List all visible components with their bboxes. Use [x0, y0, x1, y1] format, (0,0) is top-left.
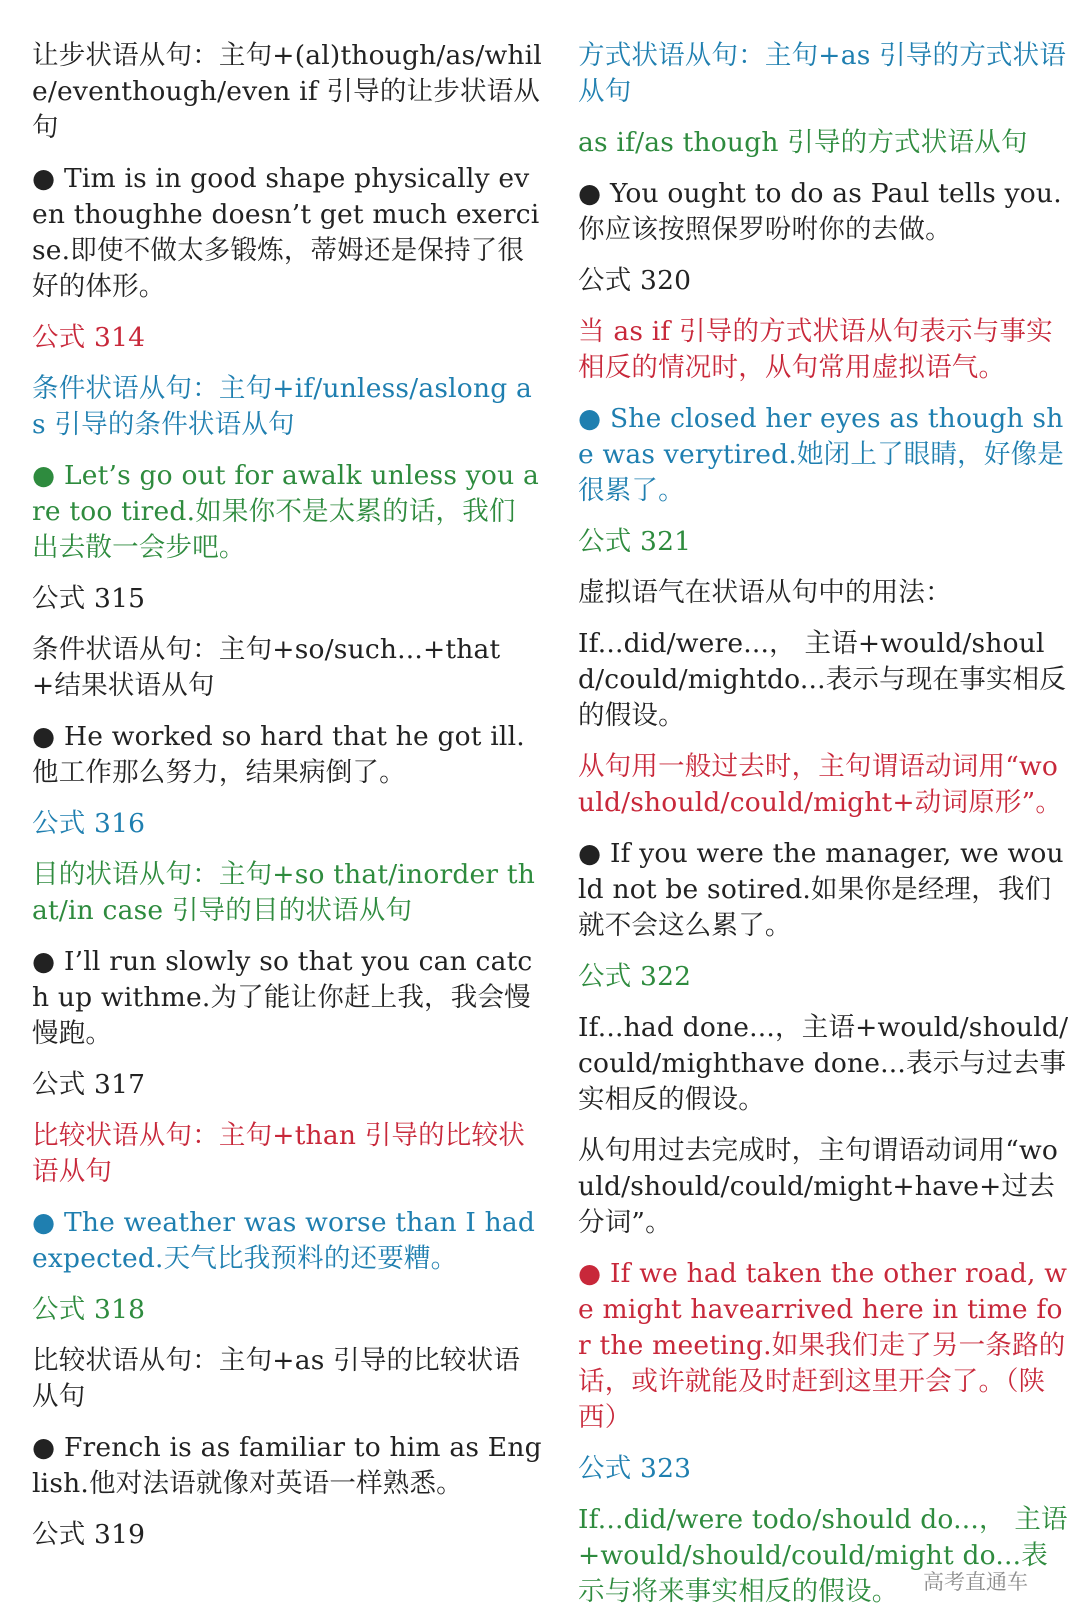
- rule-text: 从句用过去完成时，主句谓语动词用“would/should/could/might+have+过去分词”。: [578, 1135, 1058, 1238]
- rule-text: 条件状语从句：主句+if/unless/aslong as 引导的条件状语从句: [32, 373, 533, 440]
- rule-text: 比较状语从句：主句+as 引导的比较状语从句: [32, 1345, 521, 1412]
- rule-text: 比较状语从句：主句+than 引导的比较状语从句: [32, 1120, 525, 1187]
- rule-text: 目的状语从句：主句+so that/inorder that/in case 引导的目的状语从句: [32, 859, 535, 926]
- formula-number: 公式 318: [32, 1294, 146, 1325]
- example-sentence: ● You ought to do as Paul tells you.你应该按照保罗吩咐你的去做。: [578, 178, 1062, 245]
- example-sentence: ● If you were the manager, we would not be sotired.如果你是经理，我们就不会这么累了。: [578, 838, 1064, 941]
- formula-number: 公式 317: [32, 1069, 146, 1100]
- formula-number: 公式 320: [578, 265, 692, 296]
- left-column: [0, 38, 560, 1610]
- rule-text: 条件状语从句：主句+so/such...+that+结果状语从句: [32, 634, 501, 701]
- rule-text: as if/as though 引导的方式状语从句: [578, 127, 1028, 158]
- rule-text: 当 as if 引导的方式状语从句表示与事实相反的情况时，从句常用虚拟语气。: [578, 316, 1053, 383]
- rule-text: If...did/were todo/should do...， 主语+would/should/could/might do...表示与将来事实相反的假设。: [578, 1504, 1068, 1607]
- formula-number: 公式 321: [578, 526, 692, 557]
- example-sentence: ● If we had taken the other road, we might havearrived here in time for the meeting.如果我们走了另一条路的话，或许就能及时赶到这里开会了。（陕西）: [578, 1258, 1068, 1433]
- rule-text: 从句用一般过去时，主句谓语动词用“would/should/could/might+动词原形”。: [578, 751, 1063, 818]
- formula-number: 公式 323: [578, 1453, 692, 1484]
- rule-text: 让步状语从句：主句+(al)though/as/while/eventhough/even if 引导的让步状语从句: [32, 40, 542, 143]
- formula-number: 公式 319: [32, 1519, 146, 1550]
- watermark: 高考直通车: [923, 1570, 1028, 1594]
- formula-number: 公式 314: [32, 322, 146, 353]
- rule-text: If...had done...，主语+would/should/could/mighthave done...表示与过去事实相反的假设。: [578, 1012, 1069, 1115]
- example-sentence: ● She closed her eyes as though she was verytired.她闭上了眼睛，好像是很累了。: [578, 403, 1064, 506]
- formula-number: 公式 315: [32, 583, 146, 614]
- rule-text: 方式状语从句：主句+as 引导的方式状语从句: [578, 40, 1067, 107]
- example-sentence: ● French is as familiar to him as English.他对法语就像对英语一样熟悉。: [32, 1432, 542, 1499]
- rule-text: 虚拟语气在状语从句中的用法：: [578, 577, 952, 608]
- example-sentence: ● He worked so hard that he got ill.他工作那么努力，结果病倒了。: [32, 721, 525, 788]
- right-column: [560, 38, 1080, 1610]
- example-sentence: ● I’ll run slowly so that you can catch up withme.为了能让你赶上我，我会慢慢跑。: [32, 946, 533, 1049]
- example-sentence: ● The weather was worse than I had expected.天气比我预料的还要糟。: [32, 1207, 536, 1274]
- formula-number: 公式 322: [578, 961, 692, 992]
- example-sentence: ● Tim is in good shape physically even thoughhe doesn’t get much exercise.即使不做太多锻炼，蒂姆还是保持了很好的体形。: [32, 163, 540, 302]
- formula-number: 公式 316: [32, 808, 146, 839]
- example-sentence: ● Let’s go out for awalk unless you are too tired.如果你不是太累的话，我们出去散一会步吧。: [32, 460, 539, 563]
- rule-text: If...did/were...， 主语+would/should/could/mightdo...表示与现在事实相反的假设。: [578, 628, 1067, 731]
